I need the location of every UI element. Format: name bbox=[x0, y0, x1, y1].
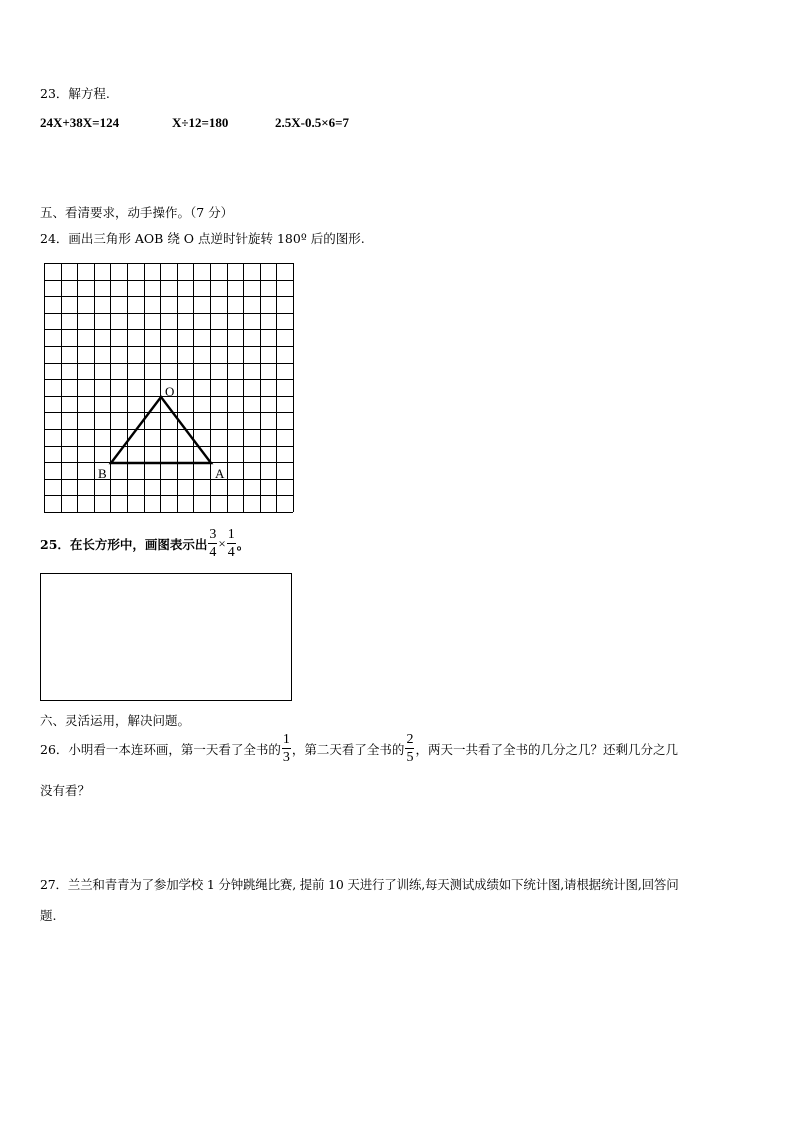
fraction-denominator: 3 bbox=[282, 750, 290, 765]
drawing-rectangle[interactable] bbox=[40, 573, 292, 701]
fraction-numerator: 1 bbox=[227, 527, 235, 542]
q26-line-1 bbox=[40, 733, 678, 765]
q26-part-2: ，第二天看了全书的 bbox=[291, 742, 405, 757]
fraction-numerator: 1 bbox=[282, 732, 290, 747]
section-5-heading: 五、看清要求，动手操作。（7 分） bbox=[40, 205, 234, 220]
fraction-numerator: 3 bbox=[209, 527, 217, 542]
q26-part-3: ，两天一共看了全书的几分之几？还剩几分之几 bbox=[415, 742, 678, 757]
q24-text: 24．画出三角形 AOB 绕 O 点逆时针旋转 180º 后的图形. bbox=[40, 231, 365, 246]
q23-label: 23．解方程. bbox=[40, 86, 110, 101]
fraction-1-3 bbox=[282, 733, 291, 765]
rotation-grid bbox=[0, 0, 794, 520]
q27-line-1: 27．兰兰和青青为了参加学校 1 分钟跳绳比赛, 提前 10 天进行了训练,每天测试成绩如下统计图,请根据统计图,回答问 bbox=[40, 877, 679, 892]
q26-line-2: 没有看？ bbox=[40, 783, 91, 798]
equation-2: X÷12=180 bbox=[172, 115, 229, 130]
q27-line-2: 题. bbox=[40, 908, 57, 923]
point-b-label: B bbox=[98, 466, 107, 481]
q26-part-1: 26．小明看一本连环画，第一天看了全书的 bbox=[40, 742, 281, 757]
fraction-3-4 bbox=[208, 528, 217, 560]
equation-1: 24X+38X=124 bbox=[40, 115, 120, 130]
equation-3: 2.5X-0.5×6=7 bbox=[275, 115, 350, 130]
fraction-1-4 bbox=[227, 528, 236, 560]
fraction-denominator: 4 bbox=[227, 545, 235, 560]
fraction-denominator: 4 bbox=[209, 545, 217, 560]
section-6-heading: 六、灵活运用，解决问题。 bbox=[40, 713, 191, 728]
q25-text bbox=[40, 528, 249, 560]
q25-prefix: 25．在长方形中，画图表示出 bbox=[40, 537, 208, 552]
point-a-label: A bbox=[215, 466, 225, 481]
point-o-label: O bbox=[165, 384, 175, 399]
q25-suffix: 。 bbox=[236, 537, 250, 552]
fraction-numerator: 2 bbox=[406, 732, 414, 747]
fraction-2-5 bbox=[405, 733, 414, 765]
fraction-denominator: 5 bbox=[406, 750, 414, 765]
times-sign: × bbox=[218, 536, 226, 551]
